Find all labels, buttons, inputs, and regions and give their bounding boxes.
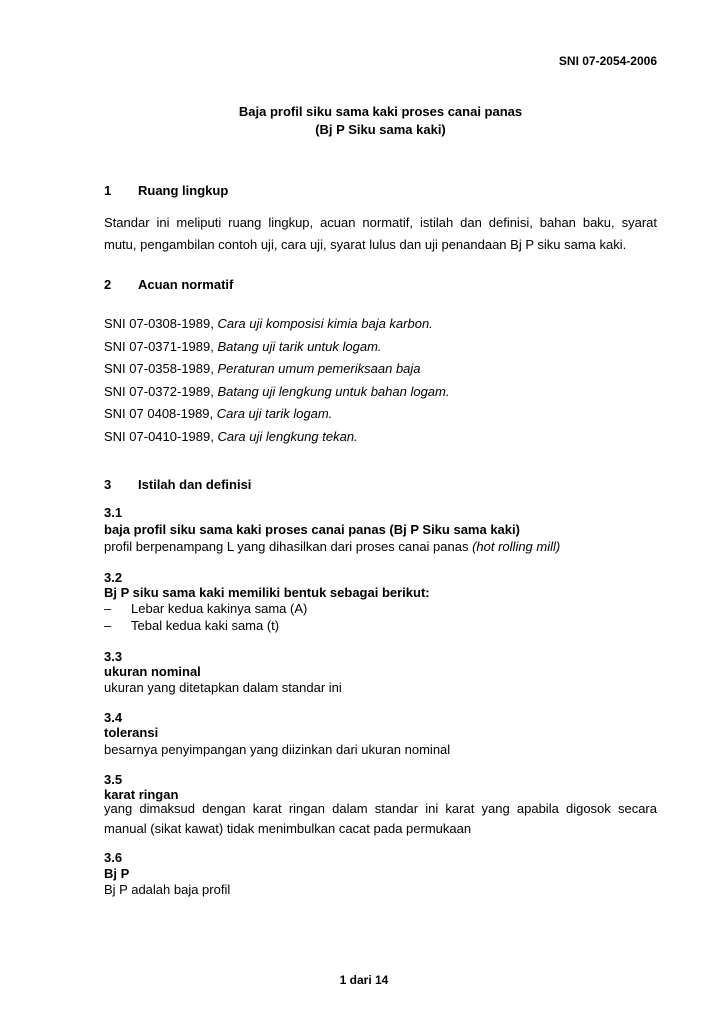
section-3-number: 3 [104, 477, 112, 492]
document-title: Baja profil siku sama kaki proses canai panas [238, 104, 523, 119]
reference-item [104, 361, 421, 376]
reference-code: SNI 07-0308-1989, [104, 316, 218, 331]
definition-line-2: manual (sikat kawat) tidak menimbulkan cacat pada permukaan [104, 821, 472, 836]
reference-title: Cara uji komposisi kimia baja karbon. [217, 316, 433, 331]
reference-item [104, 429, 358, 444]
reference-code: SNI 07-0358-1989, [104, 361, 218, 376]
reference-title: Peraturan umum pemeriksaan baja [217, 361, 421, 376]
document-subtitle: (Bj P Siku sama kaki) [315, 122, 446, 137]
definition-term: Bj P siku sama kaki memiliki bentuk sebagai berikut: [104, 585, 430, 600]
reference-code: SNI 07-0371-1989, [104, 339, 218, 354]
bullet-dash: – [104, 618, 112, 633]
definition-text: Bj P adalah baja profil [104, 882, 231, 897]
reference-title: Cara uji lengkung tekan. [217, 429, 358, 444]
document-code: SNI 07-2054-2006 [558, 54, 657, 68]
reference-code: SNI 07 0408-1989, [104, 406, 217, 421]
definition-paragraph [104, 799, 657, 839]
bullet-item: Lebar kedua kakinya sama (A) [131, 601, 308, 616]
definition-label: 3.2 [104, 570, 123, 585]
section-3-title: Istilah dan definisi [138, 477, 252, 492]
reference-title: Batang uji tarik untuk logam. [217, 339, 382, 354]
definition-text: ukuran yang ditetapkan dalam standar ini [104, 680, 342, 695]
definition-text: besarnya penyimpangan yang diizinkan dari ukuran nominal [104, 742, 451, 757]
section-1-line-2: mutu, pengambilan contoh uji, cara uji, syarat lulus dan uji penandaan Bj P siku sama kaki. [104, 237, 627, 252]
reference-title: Batang uji lengkung untuk bahan logam. [217, 384, 450, 399]
section-1-paragraph [104, 212, 657, 256]
definition-label: 3.6 [104, 850, 123, 865]
definition-term: karat ringan [104, 787, 179, 802]
definition-text-italic: (hot rolling mill) [472, 539, 561, 554]
reference-title: Cara uji tarik logam. [216, 406, 333, 421]
definition-text-main: profil berpenampang L yang dihasilkan dari proses canai panas [104, 539, 473, 554]
definition-term: ukuran nominal [104, 664, 201, 679]
section-2-title: Acuan normatif [138, 277, 234, 292]
definition-text [104, 539, 560, 554]
definition-line-1: yang dimaksud dengan karat ringan dalam standar ini karat yang apabila digosok secara [104, 801, 657, 816]
reference-code: SNI 07-0372-1989, [104, 384, 218, 399]
definition-label: 3.5 [104, 772, 123, 787]
bullet-dash: – [104, 601, 112, 616]
reference-item [104, 406, 332, 421]
definition-term: baja profil siku sama kaki proses canai panas (Bj P Siku sama kaki) [104, 522, 520, 537]
reference-item [104, 316, 433, 331]
reference-item [104, 384, 449, 399]
section-2-number: 2 [104, 277, 112, 292]
definition-label: 3.1 [104, 505, 123, 520]
reference-item [104, 339, 382, 354]
page-number: 1 dari 14 [339, 973, 389, 987]
definition-label: 3.4 [104, 710, 123, 725]
bullet-item: Tebal kedua kaki sama (t) [131, 618, 280, 633]
section-1-title: Ruang lingkup [138, 183, 229, 198]
definition-term: Bj P [104, 866, 130, 881]
section-1-line-1: Standar ini meliputi ruang lingkup, acuan normatif, istilah dan definisi, bahan baku, syarat [104, 215, 657, 230]
section-1-number: 1 [104, 183, 112, 198]
definition-term: toleransi [104, 725, 159, 740]
definition-label: 3.3 [104, 649, 123, 664]
reference-code: SNI 07-0410-1989, [104, 429, 218, 444]
